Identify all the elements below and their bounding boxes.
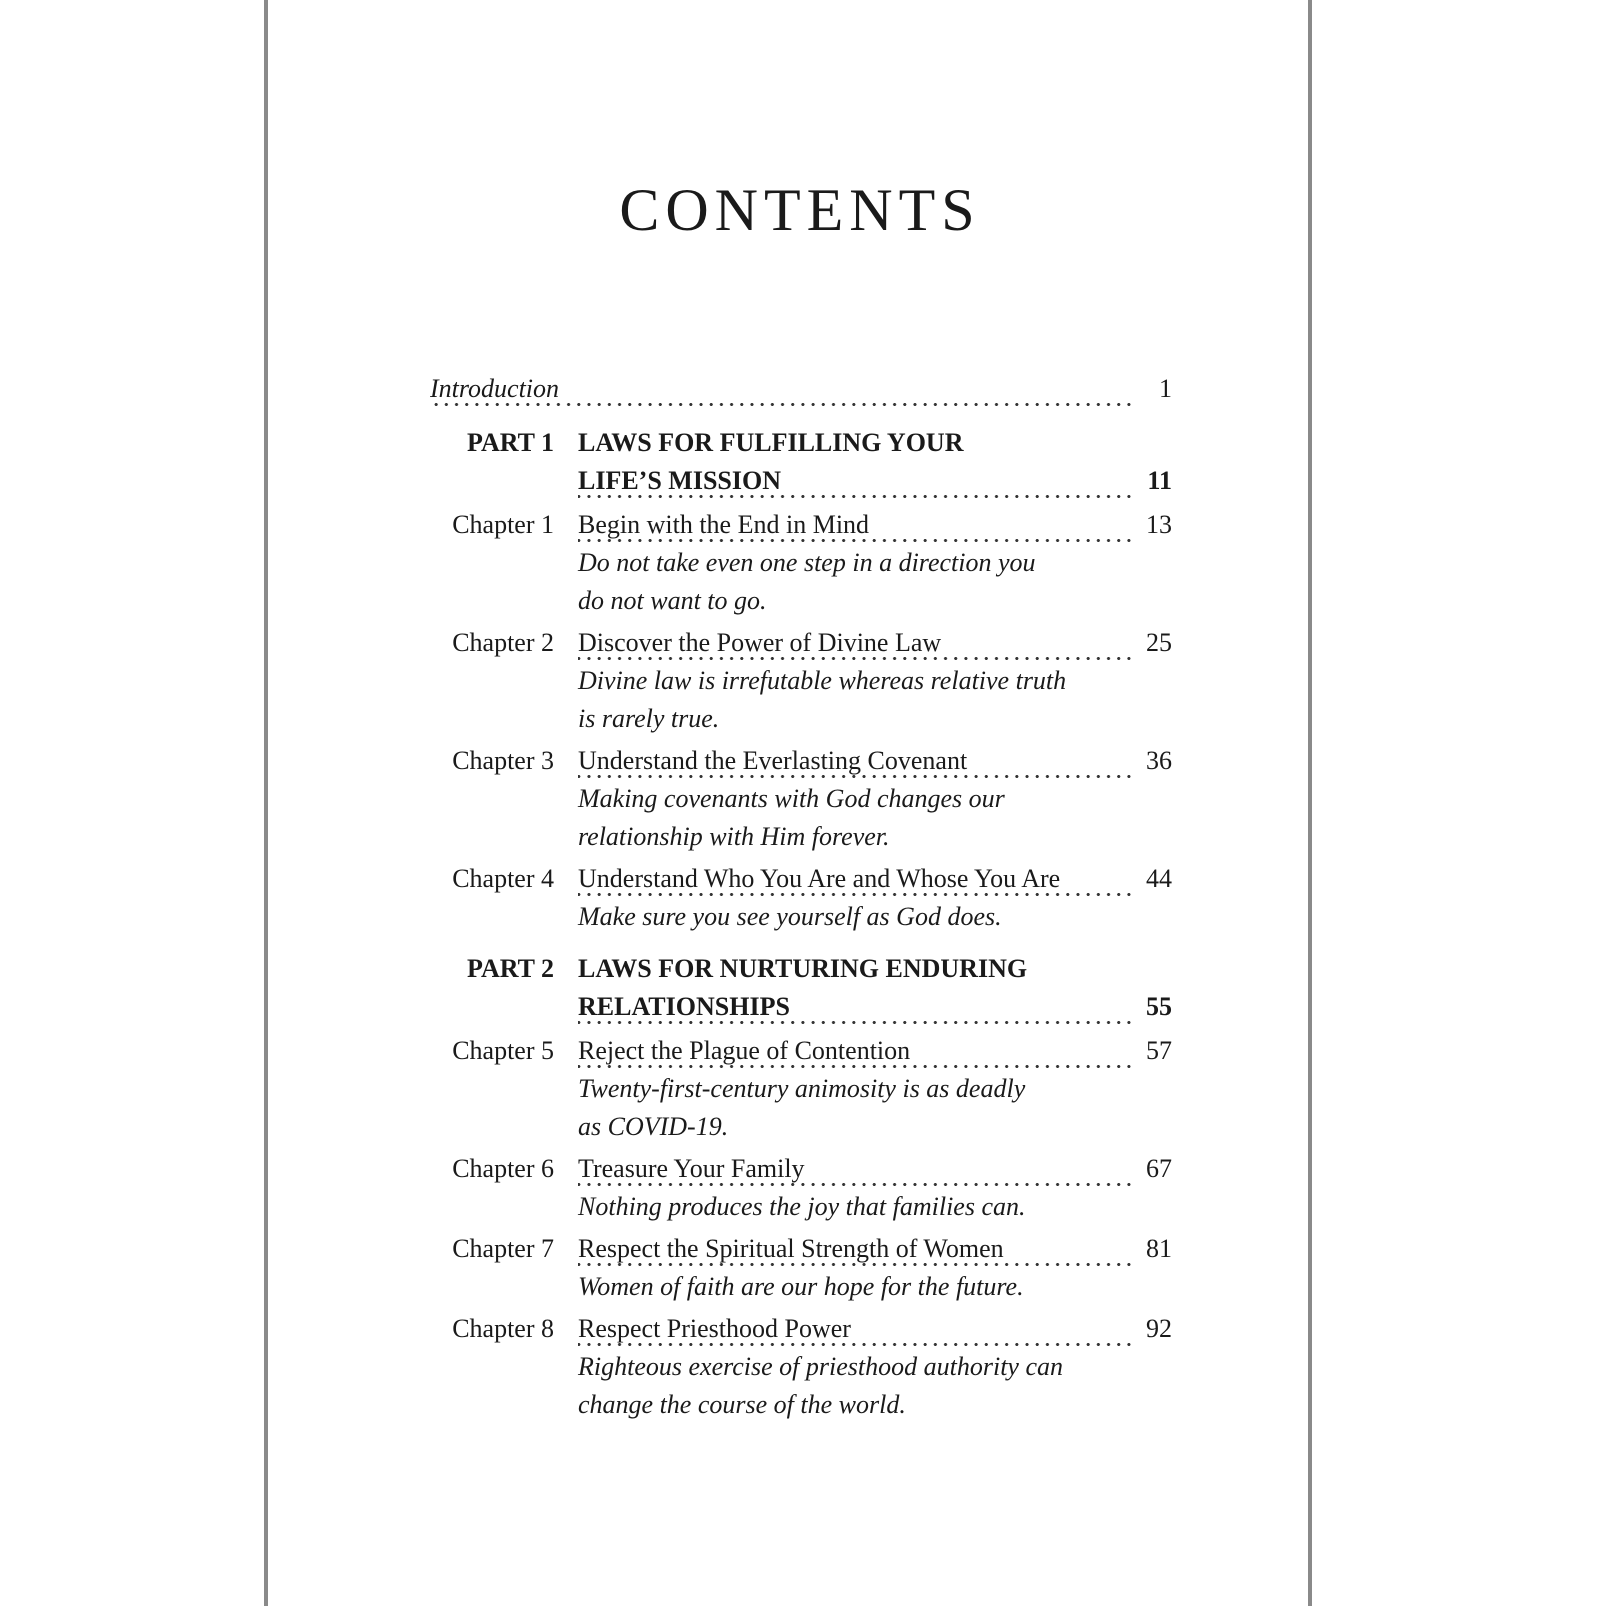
dotted-leader-line	[578, 746, 1134, 786]
toc-part-heading-line2	[0, 466, 1600, 506]
page-number: 55	[1146, 992, 1172, 1021]
part-title-line: LAWS FOR NURTURING ENDURING	[578, 954, 1028, 983]
page-title: CONTENTS	[619, 177, 981, 243]
chapter-subtitle	[0, 666, 1600, 706]
subtitle-line: Making covenants with God changes our	[578, 784, 1005, 813]
toc-chapter-entry	[0, 1314, 1600, 1354]
toc-chapter-entry	[0, 1154, 1600, 1194]
dotted-leader-line	[578, 466, 1134, 506]
toc-part-heading	[0, 954, 1600, 994]
chapter-title: Respect the Spiritual Strength of Women	[578, 1234, 1010, 1263]
dotted-leader-line	[578, 1036, 1134, 1076]
chapter-title: Discover the Power of Divine Law	[578, 628, 947, 657]
page-number: 44	[1146, 864, 1172, 893]
chapter-label: Chapter 5	[452, 1036, 554, 1065]
dotted-leader-line	[578, 510, 1134, 550]
chapter-subtitle	[0, 1112, 1600, 1152]
chapter-subtitle	[0, 1390, 1600, 1430]
toc-chapter-entry	[0, 628, 1600, 668]
chapter-subtitle	[0, 1192, 1600, 1232]
subtitle-line: relationship with Him forever.	[578, 822, 890, 851]
subtitle-line: Divine law is irrefutable whereas relative truth	[578, 666, 1067, 695]
chapter-label: Chapter 7	[452, 1234, 554, 1263]
chapter-subtitle	[0, 704, 1600, 744]
chapter-subtitle	[0, 902, 1600, 942]
entry-title: Introduction	[430, 374, 565, 403]
subtitle-line: change the course of the world.	[578, 1390, 906, 1419]
subtitle-line: Nothing produces the joy that families can.	[578, 1192, 1026, 1221]
chapter-title: Treasure Your Family	[578, 1154, 811, 1183]
part-title-line: RELATIONSHIPS	[578, 992, 796, 1021]
page-number: 81	[1146, 1234, 1172, 1263]
dot-leader	[578, 1065, 1134, 1068]
part-label: PART 1	[467, 428, 554, 457]
dot-leader	[430, 403, 1134, 406]
page-number: 57	[1146, 1036, 1172, 1065]
page-number: 36	[1146, 746, 1172, 775]
dotted-leader-line	[578, 864, 1134, 904]
dot-leader	[578, 775, 1134, 778]
dot-leader	[578, 893, 1134, 896]
toc-chapter-entry	[0, 864, 1600, 904]
toc-entry-introduction	[0, 374, 1600, 414]
chapter-label: Chapter 8	[452, 1314, 554, 1343]
subtitle-line: do not want to go.	[578, 586, 767, 615]
toc-chapter-entry	[0, 510, 1600, 550]
part-title-line: LAWS FOR FULFILLING YOUR	[578, 428, 964, 457]
chapter-subtitle	[0, 548, 1600, 588]
subtitle-line: Righteous exercise of priesthood authority can	[578, 1352, 1063, 1381]
chapter-subtitle	[0, 822, 1600, 862]
dot-leader	[578, 657, 1134, 660]
dot-leader	[578, 495, 1134, 498]
chapter-title: Respect Priesthood Power	[578, 1314, 857, 1343]
toc-chapter-entry	[0, 746, 1600, 786]
page-number: 13	[1146, 510, 1172, 539]
page-number: 92	[1146, 1314, 1172, 1343]
toc-part-heading-line2	[0, 992, 1600, 1032]
subtitle-line: Make sure you see yourself as God does.	[578, 902, 1002, 931]
chapter-title: Understand the Everlasting Covenant	[578, 746, 973, 775]
dotted-leader-line	[578, 992, 1134, 1032]
toc-chapter-entry	[0, 1036, 1600, 1076]
page-number: 25	[1146, 628, 1172, 657]
toc-chapter-entry	[0, 1234, 1600, 1274]
subtitle-line: Women of faith are our hope for the future.	[578, 1272, 1024, 1301]
dotted-leader-line	[578, 628, 1134, 668]
dotted-leader-line	[430, 374, 1134, 414]
page-number: 67	[1146, 1154, 1172, 1183]
chapter-title: Reject the Plague of Contention	[578, 1036, 916, 1065]
part-title-line: LIFE’S MISSION	[578, 466, 787, 495]
chapter-label: Chapter 6	[452, 1154, 554, 1183]
chapter-subtitle	[0, 1352, 1600, 1392]
dotted-leader-line	[578, 1154, 1134, 1194]
chapter-label: Chapter 2	[452, 628, 554, 657]
chapter-title: Understand Who You Are and Whose You Are	[578, 864, 1066, 893]
chapter-subtitle	[0, 1074, 1600, 1114]
subtitle-line: as COVID-19.	[578, 1112, 729, 1141]
chapter-label: Chapter 4	[452, 864, 554, 893]
dotted-leader-line	[578, 1234, 1134, 1274]
part-label: PART 2	[467, 954, 554, 983]
dot-leader	[578, 1343, 1134, 1346]
dot-leader	[578, 1021, 1134, 1024]
chapter-subtitle	[0, 586, 1600, 626]
page-number: 11	[1147, 466, 1172, 495]
dot-leader	[578, 1183, 1134, 1186]
page-number: 1	[1159, 374, 1172, 403]
dot-leader	[578, 539, 1134, 542]
subtitle-line: is rarely true.	[578, 704, 720, 733]
dotted-leader-line	[578, 1314, 1134, 1354]
subtitle-line: Do not take even one step in a direction you	[578, 548, 1036, 577]
dot-leader	[578, 1263, 1134, 1266]
toc-part-heading	[0, 428, 1600, 468]
chapter-subtitle	[0, 1272, 1600, 1312]
chapter-label: Chapter 3	[452, 746, 554, 775]
chapter-label: Chapter 1	[452, 510, 554, 539]
chapter-subtitle	[0, 784, 1600, 824]
subtitle-line: Twenty-first-century animosity is as deadly	[578, 1074, 1026, 1103]
chapter-title: Begin with the End in Mind	[578, 510, 875, 539]
